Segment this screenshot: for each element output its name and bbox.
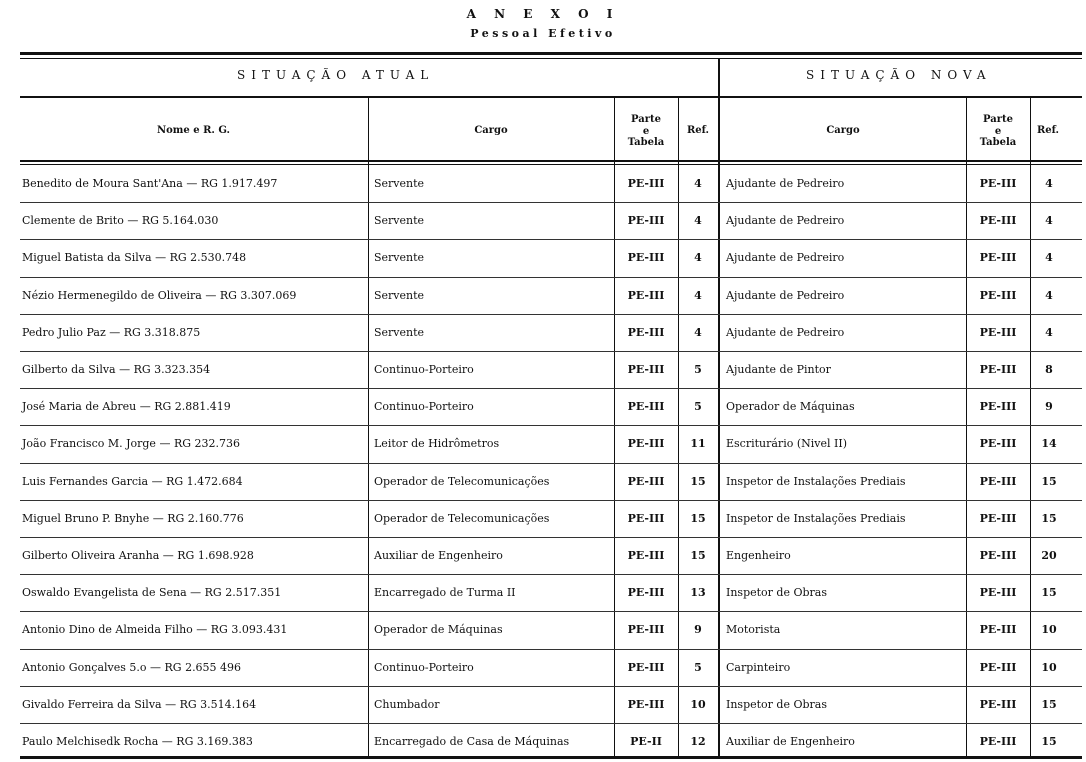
cell-new-ref: 15 [1041,697,1057,711]
cell-ref: 5 [694,363,702,376]
cell-new-cargo: Auxiliar de Engenheiro [726,735,855,748]
cell-parte: PE-III [627,251,665,265]
cell-new-cargo: Operador de Máquinas [726,400,855,414]
cell-new-parte: PE-III [979,660,1017,674]
header-parte: Parte e Tabela [627,114,665,148]
cell-cargo: Operador de Telecomunicações [374,474,550,488]
cell-new-cargo: Ajudante de Pedreiro [726,288,845,302]
row-divider [20,463,1082,464]
cell-name: Clemente de Brito — RG 5.164.030 [22,214,219,228]
cell-new-cargo: Ajudante de Pedreiro [726,325,845,339]
cell-name: Miguel Batista da Silva — RG 2.530.748 [22,251,247,265]
cell-new-cargo: Inspetor de Instalações Prediais [726,474,906,488]
cell-new-ref: 15 [1041,511,1057,525]
cell-new-parte: PE-III [979,735,1017,748]
cell-new-ref: 4 [1045,325,1053,339]
cell-parte: PE-III [627,363,665,376]
cell-ref: 12 [690,735,706,748]
cell-name: Benedito de Moura Sant'Ana — RG 1.917.497 [22,177,278,190]
cell-cargo: Operador de Telecomunicações [374,511,550,525]
row-divider [20,649,1082,650]
cell-new-ref: 9 [1045,400,1053,414]
cell-parte: PE-III [627,660,665,674]
cell-parte: PE-III [627,623,665,637]
cell-new-cargo: Ajudante de Pedreiro [726,214,845,228]
cell-cargo: Chumbador [374,697,440,711]
cell-cargo: Auxiliar de Engenheiro [374,549,503,562]
cell-parte: PE-III [627,474,665,488]
cell-new-parte: PE-III [979,474,1017,488]
cell-new-cargo: Ajudante de Pedreiro [726,251,845,265]
cell-cargo: Leitor de Hidrômetros [374,437,500,451]
row-divider [20,686,1082,687]
header-new-ref: Ref. [1036,125,1060,136]
cell-new-parte: PE-III [979,288,1017,302]
row-divider [20,351,1082,352]
cell-name: Gilberto Oliveira Aranha — RG 1.698.928 [22,549,254,562]
document-title: A N E X O I [466,7,620,21]
cell-name: Antonio Dino de Almeida Filho — RG 3.093.431 [22,623,288,637]
cell-name: Gilberto da Silva — RG 3.323.354 [22,363,211,376]
cell-new-parte: PE-III [979,549,1017,562]
cell-new-cargo: Inspetor de Obras [726,586,827,600]
header-new-parte: Parte e Tabela [979,114,1017,148]
cell-new-parte: PE-III [979,363,1017,376]
section-current: SITUAÇÃO ATUAL [237,68,435,82]
cell-name: Luis Fernandes Garcia — RG 1.472.684 [22,474,243,488]
bottom-rule [20,756,1082,759]
row-divider [20,537,1082,538]
cell-ref: 4 [694,177,702,190]
cell-cargo: Servente [374,251,425,265]
cell-new-parte: PE-III [979,586,1017,600]
cell-ref: 13 [690,586,706,600]
cell-new-parte: PE-III [979,214,1017,228]
cell-new-parte: PE-III [979,437,1017,451]
cell-ref: 15 [690,474,706,488]
cell-new-cargo: Inspetor de Instalações Prediais [726,511,906,525]
cell-name: Miguel Bruno P. Bnyhe — RG 2.160.776 [22,511,244,525]
row-divider [20,314,1082,315]
top-rule-thin [20,58,1082,59]
cell-cargo: Servente [374,325,425,339]
cell-ref: 4 [694,214,702,228]
cell-name: Antonio Gonçalves 5.o — RG 2.655 496 [22,660,242,674]
cell-parte: PE-III [627,214,665,228]
cell-ref: 4 [694,325,702,339]
header-rule-thin [20,164,1082,165]
cell-parte: PE-III [627,511,665,525]
cell-parte: PE-III [627,177,665,190]
cell-new-cargo: Motorista [726,623,781,637]
top-rule [20,52,1082,55]
cell-cargo: Continuo-Porteiro [374,363,474,376]
cell-new-ref: 4 [1045,288,1053,302]
cell-name: Nézio Hermenegildo de Oliveira — RG 3.307.069 [22,288,297,302]
cell-new-cargo: Carpinteiro [726,660,791,674]
row-divider [20,388,1082,389]
row-divider [20,574,1082,575]
header-cargo: Cargo [474,125,508,136]
cell-parte: PE-III [627,586,665,600]
cell-ref: 4 [694,288,702,302]
cell-cargo: Continuo-Porteiro [374,400,474,414]
cell-new-parte: PE-III [979,623,1017,637]
cell-parte: PE-II [630,735,662,748]
cell-new-ref: 10 [1041,623,1057,637]
row-divider [20,425,1082,426]
cell-new-cargo: Inspetor de Obras [726,697,827,711]
row-divider [20,202,1082,203]
row-divider [20,500,1082,501]
cell-new-ref: 4 [1045,251,1053,265]
row-divider [20,611,1082,612]
cell-cargo: Operador de Máquinas [374,623,503,637]
section-new: SITUAÇÃO NOVA [806,68,992,82]
section-divider [718,58,720,756]
cell-new-cargo: Ajudante de Pedreiro [726,177,845,190]
cell-cargo: Servente [374,177,425,190]
row-divider [20,277,1082,278]
cell-name: Oswaldo Evangelista de Sena — RG 2.517.351 [22,586,282,600]
cell-parte: PE-III [627,325,665,339]
cell-cargo: Continuo-Porteiro [374,660,474,674]
cell-new-cargo: Engenheiro [726,549,791,562]
document-subtitle: Pessoal Efetivo [470,27,616,40]
cell-new-cargo: Ajudante de Pintor [726,363,831,376]
cell-parte: PE-III [627,549,665,562]
row-divider [20,239,1082,240]
cell-cargo: Servente [374,214,425,228]
cell-ref: 5 [694,400,702,414]
cell-new-ref: 15 [1041,735,1057,748]
cell-parte: PE-III [627,400,665,414]
cell-name: Givaldo Ferreira da Silva — RG 3.514.164 [22,697,257,711]
cell-new-parte: PE-III [979,325,1017,339]
cell-ref: 9 [694,623,702,637]
cell-new-ref: 20 [1041,549,1057,562]
cell-new-parte: PE-III [979,177,1017,190]
cell-new-ref: 10 [1041,660,1057,674]
header-ref: Ref. [686,125,710,136]
cell-parte: PE-III [627,697,665,711]
cell-new-ref: 15 [1041,586,1057,600]
cell-new-ref: 14 [1041,437,1057,451]
row-divider [20,723,1082,724]
cell-new-cargo: Escriturário (Nivel II) [726,437,847,451]
cell-ref: 11 [690,437,706,451]
cell-name: José Maria de Abreu — RG 2.881.419 [22,400,231,414]
cell-cargo: Servente [374,288,425,302]
section-rule [20,96,1082,98]
cell-ref: 15 [690,549,706,562]
header-name: Nome e R. G. [156,125,231,136]
cell-new-ref: 4 [1045,214,1053,228]
cell-ref: 10 [690,697,706,711]
cell-new-parte: PE-III [979,511,1017,525]
cell-new-ref: 15 [1041,474,1057,488]
cell-name: Paulo Melchisedk Rocha — RG 3.169.383 [22,735,253,748]
cell-new-ref: 4 [1045,177,1053,190]
header-new-cargo: Cargo [826,125,860,136]
cell-ref: 5 [694,660,702,674]
cell-parte: PE-III [627,437,665,451]
cell-parte: PE-III [627,288,665,302]
cell-new-parte: PE-III [979,251,1017,265]
cell-new-parte: PE-III [979,697,1017,711]
cell-name: Pedro Julio Paz — RG 3.318.875 [22,325,201,339]
cell-name: João Francisco M. Jorge — RG 232.736 [22,437,240,451]
cell-new-parte: PE-III [979,400,1017,414]
header-rule [20,160,1082,162]
cell-cargo: Encarregado de Turma II [374,586,516,600]
cell-ref: 15 [690,511,706,525]
cell-cargo: Encarregado de Casa de Máquinas [374,735,570,748]
cell-new-ref: 8 [1045,363,1053,376]
cell-ref: 4 [694,251,702,265]
